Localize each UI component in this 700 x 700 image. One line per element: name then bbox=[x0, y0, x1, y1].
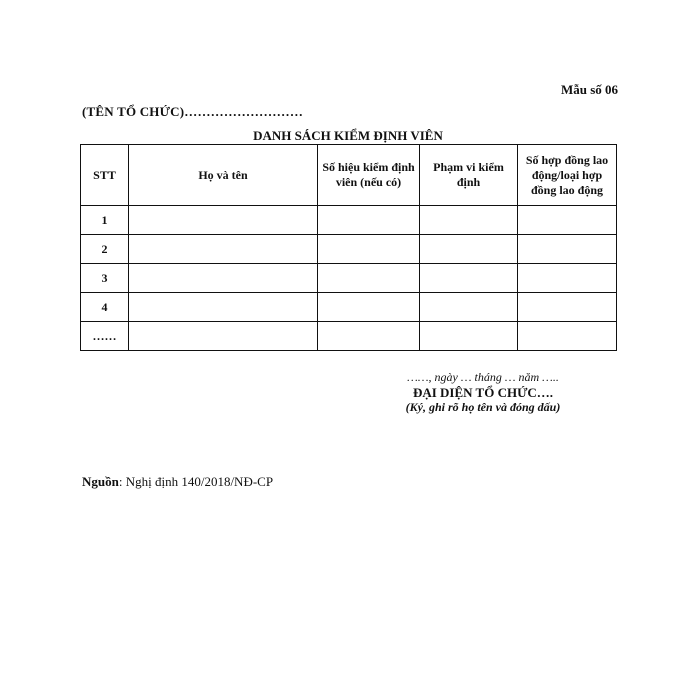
cell-inspector-id bbox=[318, 293, 420, 322]
cell-labor-contract bbox=[518, 206, 617, 235]
signature-block bbox=[386, 370, 580, 415]
organization-name: (TÊN TỔ CHỨC)……………………… bbox=[82, 104, 304, 119]
cell-labor-contract bbox=[518, 293, 617, 322]
form-number: Mẫu số 06 bbox=[560, 82, 618, 97]
table-row bbox=[81, 235, 617, 264]
cell-stt: 2 bbox=[81, 235, 129, 264]
cell-inspection-scope bbox=[420, 206, 518, 235]
cell-inspection-scope bbox=[420, 293, 518, 322]
cell-labor-contract bbox=[518, 235, 617, 264]
document-title: DANH SÁCH KIỂM ĐỊNH VIÊN bbox=[253, 128, 443, 143]
cell-inspector-id bbox=[318, 235, 420, 264]
cell-inspector-id bbox=[318, 264, 420, 293]
header-labor-contract: Số hợp đồng lao động/loại hợp đồng lao động bbox=[518, 145, 617, 206]
representative-title: ĐẠI DIỆN TỔ CHỨC…. bbox=[412, 385, 554, 400]
source-text: : Nghị định 140/2018/NĐ-CP bbox=[118, 474, 274, 489]
table-row bbox=[81, 293, 617, 322]
cell-inspection-scope bbox=[420, 322, 518, 351]
table-header-row bbox=[81, 145, 617, 206]
cell-inspector-id bbox=[318, 206, 420, 235]
cell-stt: 4 bbox=[81, 293, 129, 322]
cell-labor-contract bbox=[518, 322, 617, 351]
signature-note: (Ký, ghi rõ họ tên và đóng dấu) bbox=[405, 400, 561, 414]
header-inspector-id: Số hiệu kiểm định viên (nếu có) bbox=[318, 145, 420, 206]
header-full-name: Họ và tên bbox=[129, 145, 318, 206]
cell-labor-contract bbox=[518, 264, 617, 293]
cell-stt: 3 bbox=[81, 264, 129, 293]
source-label: Nguồn bbox=[82, 474, 119, 489]
cell-inspection-scope bbox=[420, 264, 518, 293]
cell-inspection-scope bbox=[420, 235, 518, 264]
table-row bbox=[81, 264, 617, 293]
cell-stt: 1 bbox=[81, 206, 129, 235]
header-inspection-scope: Phạm vi kiểm định bbox=[420, 145, 518, 206]
table-row bbox=[81, 322, 617, 351]
cell-full-name bbox=[129, 235, 318, 264]
cell-full-name bbox=[129, 293, 318, 322]
date-line: ……, ngày … tháng … năm ….. bbox=[407, 370, 559, 384]
cell-full-name bbox=[129, 264, 318, 293]
cell-stt: …… bbox=[81, 322, 129, 351]
source-line bbox=[82, 474, 273, 490]
inspector-list-table bbox=[80, 144, 617, 351]
cell-full-name bbox=[129, 206, 318, 235]
table-row bbox=[81, 206, 617, 235]
cell-full-name bbox=[129, 322, 318, 351]
cell-inspector-id bbox=[318, 322, 420, 351]
header-stt: STT bbox=[81, 145, 129, 206]
